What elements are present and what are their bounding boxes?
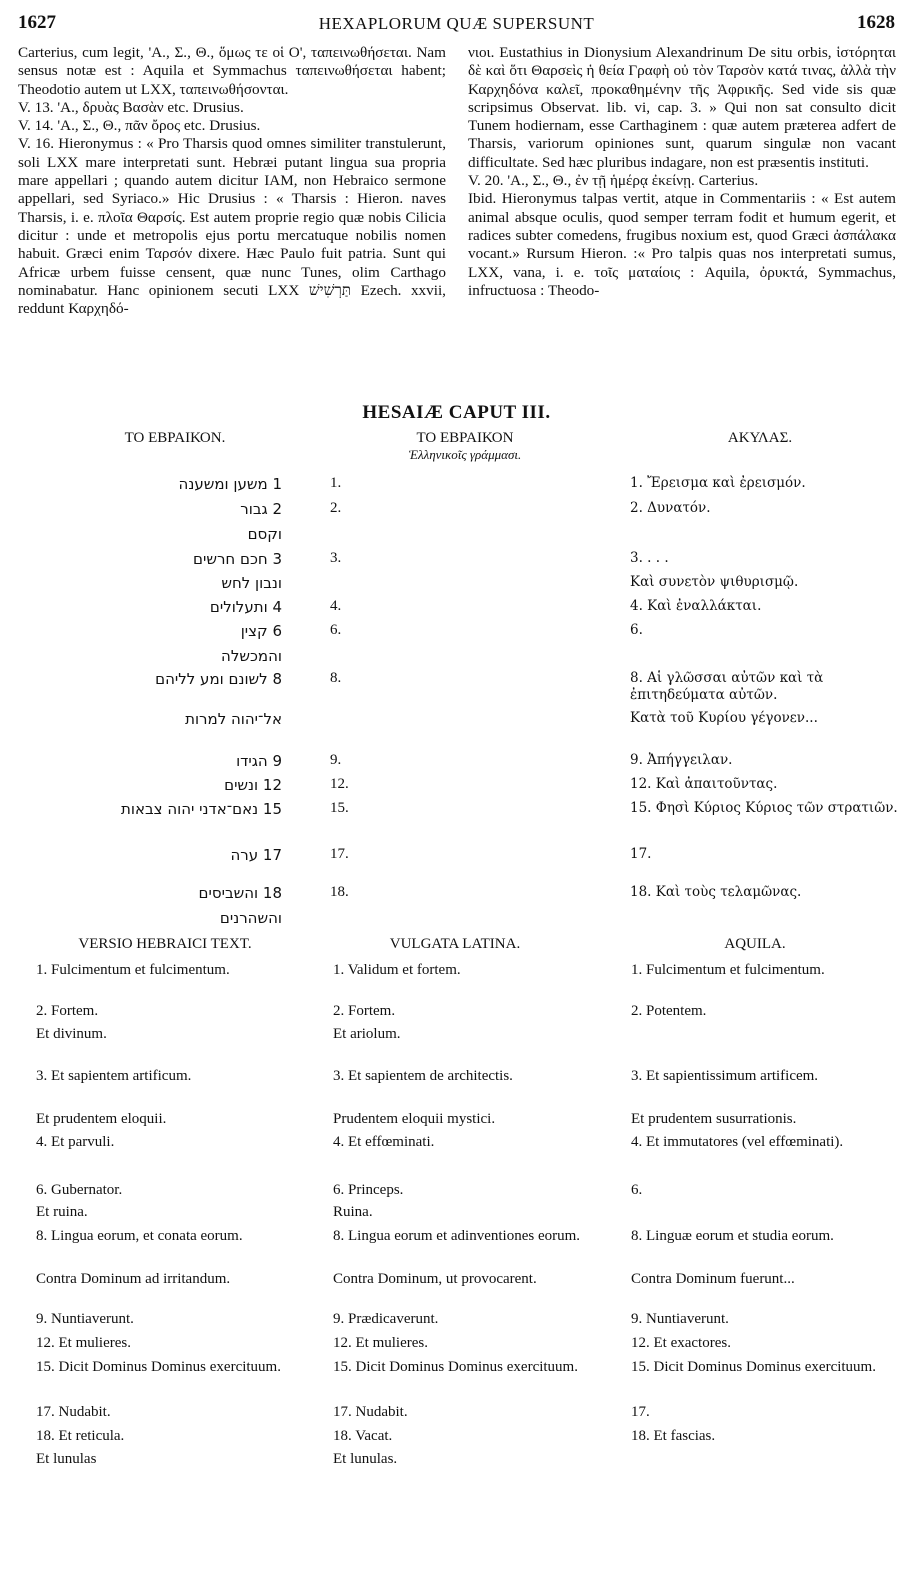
versio-hebraici-cell: 17. Nudabit. bbox=[36, 1404, 111, 1420]
hebrew-text-cell: אל־יהוה למרות bbox=[185, 710, 282, 728]
aquila-greek-cell: 4. Καὶ ἐναλλάκται. bbox=[630, 598, 762, 614]
aquila-latin-cell: 18. Et fascias. bbox=[631, 1428, 716, 1444]
aquila-latin-cell: 4. Et immutatores (vel effœminati). bbox=[631, 1134, 844, 1150]
versio-hebraici-cell: 15. Dicit Dominus Dominus exercituum. bbox=[36, 1359, 281, 1375]
hebrew-text-cell: וקסם bbox=[247, 525, 282, 543]
note-paragraph: Carterius, cum legit, 'A., Σ., Θ., ὅμως τε οἱ Ο', ταπεινωθήσεται. Nam sensus notæ est : Aquila et Symmachus ταπεινωθήσεται habent; Theodotio autem ut LXX, ταπεινωθήσονται. bbox=[18, 44, 446, 98]
versio-hebraici-cell: Et ruina. bbox=[36, 1204, 88, 1220]
versio-hebraici-cell: 12. Et mulieres. bbox=[36, 1335, 131, 1351]
vulgata-cell: 8. Lingua eorum et adinventiones eorum. bbox=[333, 1228, 581, 1244]
page-number-left: 1627 bbox=[18, 12, 56, 33]
vulgata-cell: Et lunulas. bbox=[333, 1451, 398, 1467]
verse-number-cell: 6. bbox=[330, 622, 342, 638]
hebrew-text-cell: 8 לשונם ומע לליהם bbox=[155, 670, 282, 688]
hebrew-row bbox=[0, 622, 913, 646]
running-head bbox=[18, 12, 895, 38]
aquila-greek-cell: 6. bbox=[630, 622, 643, 638]
versio-hebraici-cell: 3. Et sapientem artificum. bbox=[36, 1068, 192, 1084]
header-vulgata: VULGATA LATINA. bbox=[389, 936, 521, 952]
aquila-latin-cell: 6. bbox=[631, 1182, 643, 1198]
aquila-latin-cell: 1. Fulcimentum et fulcimentum. bbox=[631, 962, 825, 978]
hebrew-row bbox=[0, 752, 913, 776]
vulgata-cell: 15. Dicit Dominus Dominus exercituum. bbox=[333, 1359, 578, 1375]
versio-hebraici-cell: 18. Et reticula. bbox=[36, 1428, 125, 1444]
hebrew-text-cell: 1 משען ומשענה bbox=[178, 475, 282, 493]
aquila-greek-cell: 15. Φησὶ Κύριος Κύριος τῶν στρατιῶν. bbox=[630, 800, 898, 816]
aquila-latin-cell: Et prudentem susurrationis. bbox=[631, 1111, 797, 1127]
hebrew-row bbox=[0, 475, 913, 499]
aquila-greek-cell: 12. Καὶ ἀπαιτοῦντας. bbox=[630, 776, 778, 792]
hebrew-text-cell: והשהרנים bbox=[219, 909, 282, 927]
hebrew-text-cell: 3 חכם חרשים bbox=[193, 550, 282, 568]
note-paragraph: V. 20. 'A., Σ., Θ., ἐν τῇ ἡμέρᾳ ἐκείνῃ. Carterius. bbox=[468, 172, 759, 190]
hebrew-row bbox=[0, 800, 913, 824]
header-aquila-greek: ΑΚΥΛΑΣ. bbox=[727, 430, 793, 446]
verse-number-cell: 8. bbox=[330, 670, 342, 686]
vulgata-cell: 12. Et mulieres. bbox=[333, 1335, 428, 1351]
vulgata-cell: 3. Et sapientem de architectis. bbox=[333, 1068, 513, 1084]
versio-hebraici-cell: 9. Nuntiaverunt. bbox=[36, 1311, 134, 1327]
hebrew-text-cell: 9 הגידו bbox=[236, 752, 282, 770]
hebrew-text-cell: 12 ונשים bbox=[224, 776, 282, 794]
verse-number-cell: 2. bbox=[330, 500, 342, 516]
aquila-greek-cell: 9. Ἀπήγγειλαν. bbox=[630, 752, 733, 768]
page-number-right: 1628 bbox=[857, 12, 895, 33]
vulgata-cell: 6. Princeps. bbox=[333, 1182, 404, 1198]
verse-number-cell: 3. bbox=[330, 550, 342, 566]
aquila-latin-cell: 15. Dicit Dominus Dominus exercituum. bbox=[631, 1359, 876, 1375]
versio-hebraici-cell: 6. Gubernator. bbox=[36, 1182, 123, 1198]
header-hebrew-greek-letters bbox=[350, 430, 580, 463]
commentary-notes bbox=[18, 44, 895, 394]
aquila-greek-cell: Καὶ συνετὸν ψιθυρισμῷ. bbox=[630, 574, 799, 590]
note-paragraph: νιοι. Eustathius in Dionysium Alexandrinum De situ orbis, ἱστόρηται δὲ καὶ ὅτι Θαρσεὶς ἡ θεία Γραφὴ οὐ τὸν Ταρσὸν κατά τινας, ἀλλὰ τὴν Καρχηδόνα καλεῖ, προκαθημένην τῆς Ἀφρικῆς. Sed vide sis quæ scripsimus Observat. lib. vi, cap. 3. » Qui non sat consulto dicit Tunem hodiernam, esse Carthaginem : quæ autem præterea adfert de Tharsis, variorum opiniones sunt, quarum singulæ non vacant difficultate. Sed hæc pluribus indagare, non est præsentis instituti. bbox=[468, 44, 896, 171]
verse-number-cell: 9. bbox=[330, 752, 342, 768]
versio-hebraici-cell: 2. Fortem. bbox=[36, 1003, 99, 1019]
hebrew-text-cell: 18 והשביסים bbox=[198, 884, 282, 902]
verse-number-cell: 15. bbox=[330, 800, 349, 816]
aquila-latin-cell: 2. Potentem. bbox=[631, 1003, 707, 1019]
aquila-greek-cell: 2. Δυνατόν. bbox=[630, 500, 711, 516]
vulgata-cell: Contra Dominum, ut provocarent. bbox=[333, 1271, 537, 1287]
note-paragraph: V. 13. 'A., δρυὰς Βασὰν etc. Drusius. bbox=[18, 98, 244, 116]
verse-number-cell: 18. bbox=[330, 884, 349, 900]
aquila-latin-cell: 17. bbox=[631, 1404, 650, 1420]
aquila-greek-cell: Κατὰ τοῦ Κυρίου γέγονεν... bbox=[630, 710, 818, 726]
versio-hebraici-cell: 8. Lingua eorum, et conata eorum. bbox=[36, 1228, 243, 1244]
aquila-greek-cell: 8. Αἱ γλῶσσαι αὐτῶν καὶ τὰ ἐπιτηδεύματα αὐτῶν. bbox=[630, 670, 824, 703]
versio-hebraici-cell: Contra Dominum ad irritandum. bbox=[36, 1271, 231, 1287]
hebrew-row bbox=[0, 647, 913, 671]
aquila-greek-cell: 3. . . . bbox=[630, 550, 669, 566]
header-aquila-latin: AQUILA. bbox=[724, 936, 786, 952]
note-paragraph: Ibid. Hieronymus talpas vertit, atque in Commentariis : « Est autem animal absque oculis, quod semper terram fodit et humum egerit, et radices subter comedens, frugibus noxium est, quod Græci ἀσπάλακα vocant.» Rursum Hieron. :« Pro talpis quas nos interpretati sumus, LXX, vana, i. e. τοῖς ματαίοις : Aquila, ὀρυκτά, Symmachus, infructuosa : Theodo- bbox=[468, 190, 896, 299]
versio-hebraici-cell: 1. Fulcimentum et fulcimentum. bbox=[36, 962, 230, 978]
header-translit: ΤΟ ΕΒΡΑΙΚΟΝ bbox=[416, 430, 514, 446]
hebrew-row bbox=[0, 710, 913, 734]
vulgata-cell: Prudentem eloquii mystici. bbox=[333, 1111, 496, 1127]
vulgata-cell: 2. Fortem. bbox=[333, 1003, 396, 1019]
hebrew-row bbox=[0, 776, 913, 800]
hebrew-text-cell: 2 גבור bbox=[240, 500, 282, 518]
verse-number-cell: 1. bbox=[330, 475, 342, 491]
hebrew-row bbox=[0, 909, 913, 933]
hebrew-text-cell: והמכשלה bbox=[221, 647, 282, 665]
hebrew-row bbox=[0, 846, 913, 870]
vulgata-cell: Et ariolum. bbox=[333, 1026, 401, 1042]
versio-hebraici-cell: Et lunulas bbox=[36, 1451, 97, 1467]
hebrew-row bbox=[0, 500, 913, 524]
vulgata-cell: 17. Nudabit. bbox=[333, 1404, 408, 1420]
hebrew-row bbox=[0, 884, 913, 908]
hebrew-text-cell: 4 ותעלולים bbox=[209, 598, 282, 616]
running-title: HEXAPLORUM QUÆ SUPERSUNT bbox=[318, 14, 595, 33]
aquila-greek-cell: 17. bbox=[630, 846, 652, 862]
verse-number-cell: 4. bbox=[330, 598, 342, 614]
note-paragraph: V. 14. 'A., Σ., Θ., πᾶν ὄρος etc. Drusius. bbox=[18, 117, 261, 135]
aquila-latin-cell: 12. Et exactores. bbox=[631, 1335, 731, 1351]
verse-number-cell: 17. bbox=[330, 846, 349, 862]
verse-number-cell: 12. bbox=[330, 776, 349, 792]
hebrew-text-cell: 15 נאם־אדני יהוה צבאות bbox=[121, 800, 282, 818]
vulgata-cell: Ruina. bbox=[333, 1204, 373, 1220]
notes-column-right bbox=[468, 44, 896, 300]
versio-hebraici-cell: Et prudentem eloquii. bbox=[36, 1111, 167, 1127]
vulgata-cell: 9. Prædicaverunt. bbox=[333, 1311, 439, 1327]
aquila-greek-cell: 1. Ἔρεισμα καὶ ἐρεισμόν. bbox=[630, 475, 806, 491]
hebrew-text-cell: 17 ערה bbox=[230, 846, 282, 864]
vulgata-cell: 4. Et effœminati. bbox=[333, 1134, 435, 1150]
header-hebrew-text: ΤΟ ΕΒΡΑΙΚΟΝ. bbox=[124, 430, 226, 446]
note-paragraph: V. 16. Hieronymus : « Pro Tharsis quod omnes similiter transtulerunt, soli LXX mare interpretati sunt. Hebræi putant lingua sua propria mare appellari ; quando autem dicitur IAM, non Hebraico sermone appellari, sed Syriaco.» Hic Drusius : « Tharsis : Hieron. naves Tharsis, i. e. πλοῖα Θαρσίς. Est autem proprie regio quæ nobis Cilicia dicitur : unde et metropolis ejus portu mercatuque nobilis nomen habuit. Græci enim Ταρσόν dixere. Hæc Paulo fuit patria. Sunt qui Africæ urbem fuisse censent, quæ nunc Tunes, olim Carthago nominabatur. Hanc opinionem secuti LXX תַּרְשִׁישׁ Ezech. xxvii, reddunt Καρχηδό- bbox=[18, 135, 446, 318]
chapter-title: HESAIÆ CAPUT III. bbox=[362, 402, 551, 423]
aquila-latin-cell: 9. Nuntiaverunt. bbox=[631, 1311, 729, 1327]
header-translit-sub: Ἑλληνικοῖς γράμμασι. bbox=[408, 447, 522, 462]
hebrew-text-cell: 6 קצין bbox=[240, 622, 282, 640]
versio-hebraici-cell: Et divinum. bbox=[36, 1026, 107, 1042]
hebrew-row bbox=[0, 574, 913, 598]
vulgata-cell: 1. Validum et fortem. bbox=[333, 962, 461, 978]
aquila-greek-cell: 18. Καὶ τοὺς τελαμῶνας. bbox=[630, 884, 802, 900]
notes-column-left bbox=[18, 44, 446, 318]
hebrew-text-cell: ונבון לחש bbox=[221, 574, 282, 592]
hebrew-row bbox=[0, 525, 913, 549]
hebrew-row bbox=[0, 670, 913, 703]
aquila-latin-cell: 3. Et sapientissimum artificem. bbox=[631, 1068, 819, 1084]
aquila-latin-cell: Contra Dominum fuerunt... bbox=[631, 1271, 795, 1287]
aquila-latin-cell: 8. Linguæ eorum et studia eorum. bbox=[631, 1228, 834, 1244]
hebrew-row bbox=[0, 598, 913, 622]
vulgata-cell: 18. Vacat. bbox=[333, 1428, 393, 1444]
header-versio-hebraici: VERSIO HEBRAICI TEXT. bbox=[78, 936, 252, 952]
versio-hebraici-cell: 4. Et parvuli. bbox=[36, 1134, 115, 1150]
hebrew-row bbox=[0, 550, 913, 574]
